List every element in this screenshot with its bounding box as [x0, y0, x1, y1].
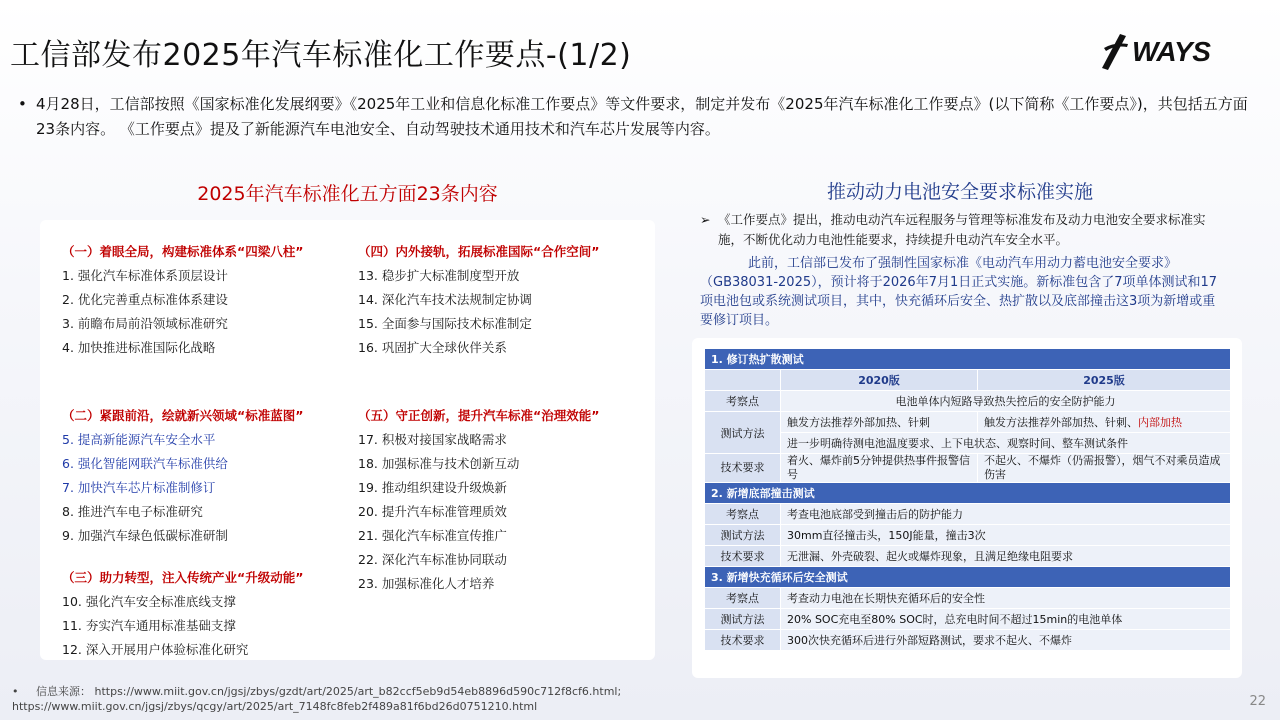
list-item: 3. 前瞻布局前沿领域标准研究 — [62, 316, 228, 331]
ways-logo-icon — [1100, 32, 1130, 72]
battery-test-table-card — [692, 338, 1242, 678]
table-section-header — [705, 349, 1231, 370]
logo-text: WAYS — [1132, 36, 1211, 67]
ways-logo — [1100, 30, 1220, 74]
page-number: 22 — [1249, 694, 1266, 709]
group-heading: （一）着眼全局，构建标准体系“四梁八柱” — [62, 244, 304, 259]
left-section-heading: 2025年汽车标准化五方面23条内容 — [197, 183, 498, 205]
list-item: 8. 推进汽车电子标准研究 — [62, 504, 203, 519]
row-value: 考查电池底部受到撞击后的防护能力 — [781, 504, 1231, 525]
page-title: 工信部发布2025年汽车标准化工作要点-(1/2) — [10, 38, 632, 73]
intro-text: 4月28日，工信部按照《国家标准化发展纲要》《2025年工业和信息化标准工作要点》等文件要求，制定并发布《2025年汽车标准化工作要点》(以下简称《工作要点》)，共包括五方面23条内容。 《工作要点》提及了新能源汽车电池安全、自动驾驶技术通用技术和汽车芯片发展等内容。 — [36, 95, 1248, 138]
version-2020: 2020版 — [781, 370, 978, 391]
list-item: 7. 加快汽车芯片标准制修订 — [62, 480, 216, 495]
group-heading: （四）内外接轨，拓展标准国际“合作空间” — [358, 244, 600, 259]
table-row — [705, 370, 1231, 391]
right-bullet-text: 《工作要点》提出，推动电动汽车远程服务与管理等标准发布及动力电池安全要求标准实施，不断优化动力电池性能要求，持续提升电动汽车安全水平。 — [718, 212, 1206, 247]
list-item: 1. 强化汽车标准体系顶层设计 — [62, 268, 228, 283]
list-item: 17. 积极对接国家战略需求 — [358, 432, 507, 447]
row-label: 测试方法 — [705, 609, 781, 630]
list-item: 13. 稳步扩大标准制度型开放 — [358, 268, 520, 283]
version-2025: 2025版 — [978, 370, 1231, 391]
row-label: 测试方法 — [705, 525, 781, 546]
table-row — [705, 454, 1231, 483]
list-column-left — [62, 240, 352, 662]
list-item: 5. 提高新能源汽车安全水平 — [62, 432, 216, 447]
list-item: 23. 加强标准化人才培养 — [358, 576, 495, 591]
list-item: 15. 全面参与国际技术标准制定 — [358, 316, 532, 331]
table-row — [705, 412, 1231, 433]
table-row — [705, 588, 1231, 609]
table-row — [705, 630, 1231, 651]
table-row — [705, 525, 1231, 546]
row-label: 技术要求 — [705, 630, 781, 651]
row-value: 30mm直径撞击头，150J能量，撞击3次 — [781, 525, 1231, 546]
list-item: 9. 加强汽车绿色低碳标准研制 — [62, 528, 228, 543]
table-row — [705, 504, 1231, 525]
row-label: 考察点 — [705, 588, 781, 609]
bullet-dot: • — [18, 95, 27, 113]
row-label: 考察点 — [705, 391, 781, 412]
row-label: 技术要求 — [705, 546, 781, 567]
row-label: 考察点 — [705, 504, 781, 525]
right-bullet — [700, 210, 1230, 250]
table-section-header — [705, 483, 1231, 504]
group-heading: （五）守正创新，提升汽车标准“治理效能” — [358, 408, 600, 423]
bullet-dot: • — [12, 685, 19, 698]
standard-description: 此前，工信部已发布了强制性国家标准《电动汽车用动力蓄电池安全要求》（GB38031-2025），预计将于2026年7月1日正式实施。新标准包含了7项单体测试和17项电池包或系统测试项目，其中，快充循环后安全、热扩散以及底部撞击这3项为新增或重要修订项目。 — [700, 256, 1218, 328]
row-value: 考查动力电池在长期快充循环后的安全性 — [781, 588, 1231, 609]
section-title: 3. 新增快充循环后安全测试 — [705, 567, 1231, 588]
list-item: 11. 夯实汽车通用标准基础支撑 — [62, 618, 236, 633]
list-item: 21. 强化汽车标准宣传推广 — [358, 528, 507, 543]
table-row — [705, 546, 1231, 567]
list-item: 20. 提升汽车标准管理质效 — [358, 504, 507, 519]
table-row — [705, 391, 1231, 412]
right-section-heading: 推动动力电池安全要求标准实施 — [826, 181, 1093, 203]
row-value-highlight: 无泄漏、外壳破裂、起火或爆炸现象，且满足绝缘电阻要求 — [781, 546, 1231, 567]
source-line: 信息来源： https://www.miit.gov.cn/jgsj/zbys/gzdt/art/2025/art_b82ccf5eb9d54eb8896d590c712f8cf6.html; — [36, 685, 622, 698]
row-value: 触发方法推荐外部加热、针刺 — [781, 412, 978, 433]
list-item: 18. 加强标准与技术创新互动 — [358, 456, 520, 471]
row-value: 20% SOC充电至80% SOC时，总充电时间不超过15min的电池单体 — [781, 609, 1231, 630]
list-item: 4. 加快推进标准国际化战略 — [62, 340, 216, 355]
row-value-text: 触发方法推荐外部加热、针刺、 — [984, 416, 1138, 429]
table-row — [705, 433, 1231, 454]
group-heading: （二）紧跟前沿，绘就新兴领域“标准蓝图” — [62, 408, 304, 423]
list-item: 22. 深化汽车标准协同联动 — [358, 552, 507, 567]
list-item: 10. 强化汽车安全标准底线支撑 — [62, 594, 236, 609]
list-item: 2. 优化完善重点标准体系建设 — [62, 292, 228, 307]
row-value-highlight: 内部加热 — [1138, 416, 1182, 429]
intro-paragraph — [18, 92, 1258, 142]
row-value-highlight: 300次快充循环后进行外部短路测试，要求不起火、不爆炸 — [781, 630, 1231, 651]
row-value-highlight: 不起火、不爆炸（仍需报警），烟气不对乘员造成伤害 — [978, 454, 1231, 483]
row-value — [978, 412, 1231, 433]
list-item: 14. 深化汽车技术法规制定协调 — [358, 292, 532, 307]
list-column-right — [358, 240, 653, 596]
list-item: 6. 强化智能网联汽车标准供给 — [62, 456, 228, 471]
table-row — [705, 609, 1231, 630]
row-label: 技术要求 — [705, 454, 781, 483]
row-value-highlight: 进一步明确待测电池温度要求、上下电状态、观察时间、整车测试条件 — [781, 433, 1231, 454]
list-item: 19. 推动组织建设升级焕新 — [358, 480, 507, 495]
source-footnote — [12, 684, 1212, 714]
list-item: 16. 巩固扩大全球伙伴关系 — [358, 340, 507, 355]
row-label: 测试方法 — [705, 412, 781, 454]
section-title: 1. 修订热扩散测试 — [705, 349, 1231, 370]
row-value: 着火、爆炸前5分钟提供热事件报警信号 — [781, 454, 978, 483]
group-heading: （三）助力转型，注入传统产业“升级动能” — [62, 570, 304, 585]
list-item: 12. 深入开展用户体验标准化研究 — [62, 642, 249, 657]
row-value: 电池单体内短路导致热失控后的安全防护能力 — [781, 391, 1231, 412]
source-line: https://www.miit.gov.cn/jgsj/zbys/qcgy/art/2025/art_7148fc8feb2f489a81f6bd26d0751210.html — [12, 700, 538, 713]
arrow-bullet-icon: ➢ — [700, 212, 711, 227]
section-title: 2. 新增底部撞击测试 — [705, 483, 1231, 504]
standards-list-panel — [40, 220, 655, 660]
battery-test-table — [704, 348, 1231, 651]
table-section-header — [705, 567, 1231, 588]
